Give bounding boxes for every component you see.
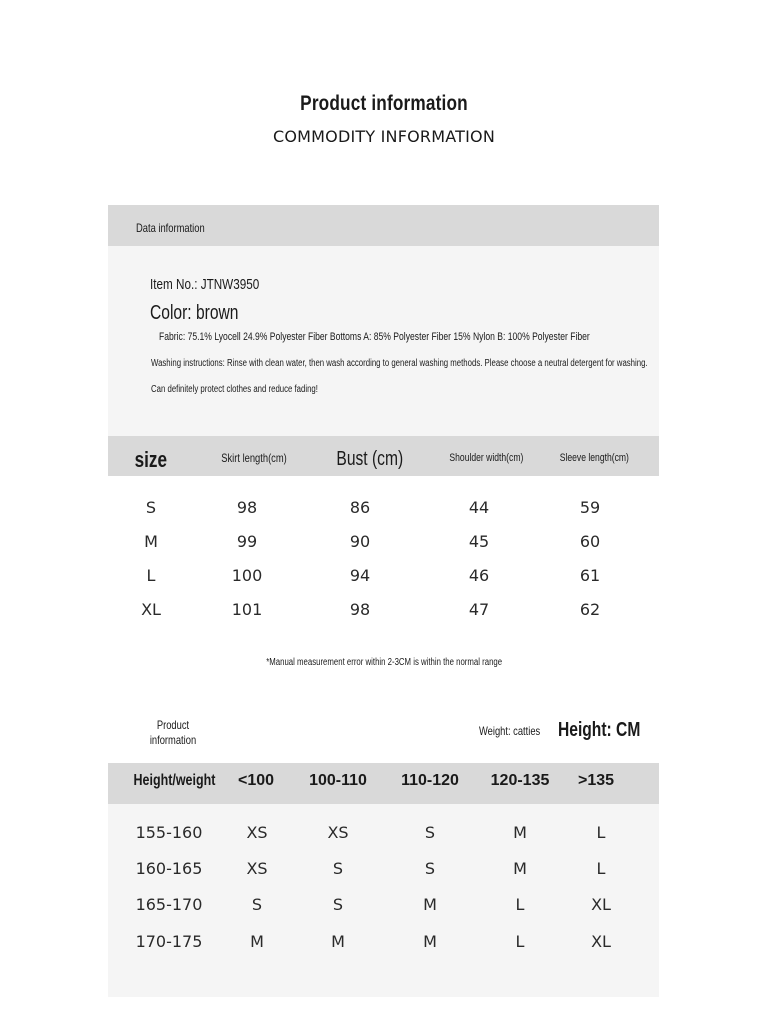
height-unit-label: Height: CM [558, 719, 641, 741]
weight-under-100-header: <100 [237, 772, 275, 789]
care-note: Can definitely protect clothes and reduce fading! [151, 384, 318, 395]
weight-100-110-header: 100-110 [309, 772, 367, 789]
size-cell: XS [246, 823, 268, 842]
size-cell: M [331, 932, 345, 951]
shoulder-width-column-header: Shoulder width(cm) [449, 452, 523, 464]
sleeve-length-cell: 60 [579, 532, 601, 551]
size-cell: XL [591, 895, 611, 914]
washing-instructions: Washing instructions: Rinse with clean water, then wash according to general washing methods. Please choose a neutral detergent for washing. [151, 358, 648, 369]
size-cell: S [332, 859, 344, 878]
size-cell: M [250, 932, 264, 951]
size-cell: M [513, 823, 527, 842]
size-cell: L [596, 823, 606, 842]
height-range-cell: 165-170 [135, 895, 203, 914]
size-cell: L [515, 932, 525, 951]
data-info-label: Data information [136, 221, 205, 235]
size-cell: S [424, 859, 436, 878]
weight-120-135-header: 120-135 [490, 772, 550, 789]
size-cell: XS [327, 823, 349, 842]
height-range-cell: 170-175 [135, 932, 203, 951]
weight-over-135-header: >135 [577, 772, 615, 789]
measurement-note: *Manual measurement error within 2-3CM is within the normal range [266, 657, 502, 668]
weight-110-120-header: 110-120 [401, 772, 459, 789]
size-cell: L [596, 859, 606, 878]
shoulder-width-cell: 45 [468, 532, 490, 551]
skirt-length-cell: 99 [236, 532, 258, 551]
height-range-cell: 160-165 [135, 859, 203, 878]
sleeve-length-cell: 61 [579, 566, 601, 585]
skirt-length-column-header: Skirt length(cm) [221, 451, 287, 465]
skirt-length-cell: 100 [231, 566, 263, 585]
sleeve-length-cell: 62 [579, 600, 601, 619]
size-cell: M [423, 932, 437, 951]
bust-cell: 98 [349, 600, 371, 619]
skirt-length-cell: 101 [231, 600, 263, 619]
size-cell: XL [141, 600, 161, 619]
shoulder-width-cell: 44 [468, 498, 490, 517]
size-cell: S [332, 895, 344, 914]
fabric-composition: Fabric: 75.1% Lyocell 24.9% Polyester Fiber Bottoms A: 85% Polyester Fiber 15% Nylon B: 100% Polyester Fiber [159, 331, 590, 343]
size-cell: L [515, 895, 525, 914]
sleeve-length-cell: 59 [579, 498, 601, 517]
bust-cell: 90 [349, 532, 371, 551]
size-cell: M [144, 532, 158, 551]
size-cell: M [513, 859, 527, 878]
page-subtitle: COMMODITY INFORMATION [272, 127, 495, 146]
size-cell: XL [591, 932, 611, 951]
bust-cell: 86 [349, 498, 371, 517]
shoulder-width-cell: 46 [468, 566, 490, 585]
page-title: Product information [300, 92, 468, 115]
weight-unit-label: Weight: catties [479, 724, 541, 738]
bust-cell: 94 [349, 566, 371, 585]
size-cell: M [423, 895, 437, 914]
size-column-header: size [134, 447, 168, 472]
size-cell: XS [246, 859, 268, 878]
bust-column-header: Bust (cm) [336, 448, 404, 470]
product-info-label: Product information [149, 718, 197, 747]
color-value: Color: brown [150, 302, 239, 324]
size-cell: S [251, 895, 263, 914]
shoulder-width-cell: 47 [468, 600, 490, 619]
height-weight-column-header: Height/weight [133, 772, 215, 789]
size-cell: L [146, 566, 156, 585]
height-range-cell: 155-160 [135, 823, 203, 842]
skirt-length-cell: 98 [236, 498, 258, 517]
sleeve-length-column-header: Sleeve length(cm) [559, 452, 629, 464]
item-number: Item No.: JTNW3950 [150, 276, 260, 293]
size-cell: S [424, 823, 436, 842]
size-cell: S [145, 498, 157, 517]
